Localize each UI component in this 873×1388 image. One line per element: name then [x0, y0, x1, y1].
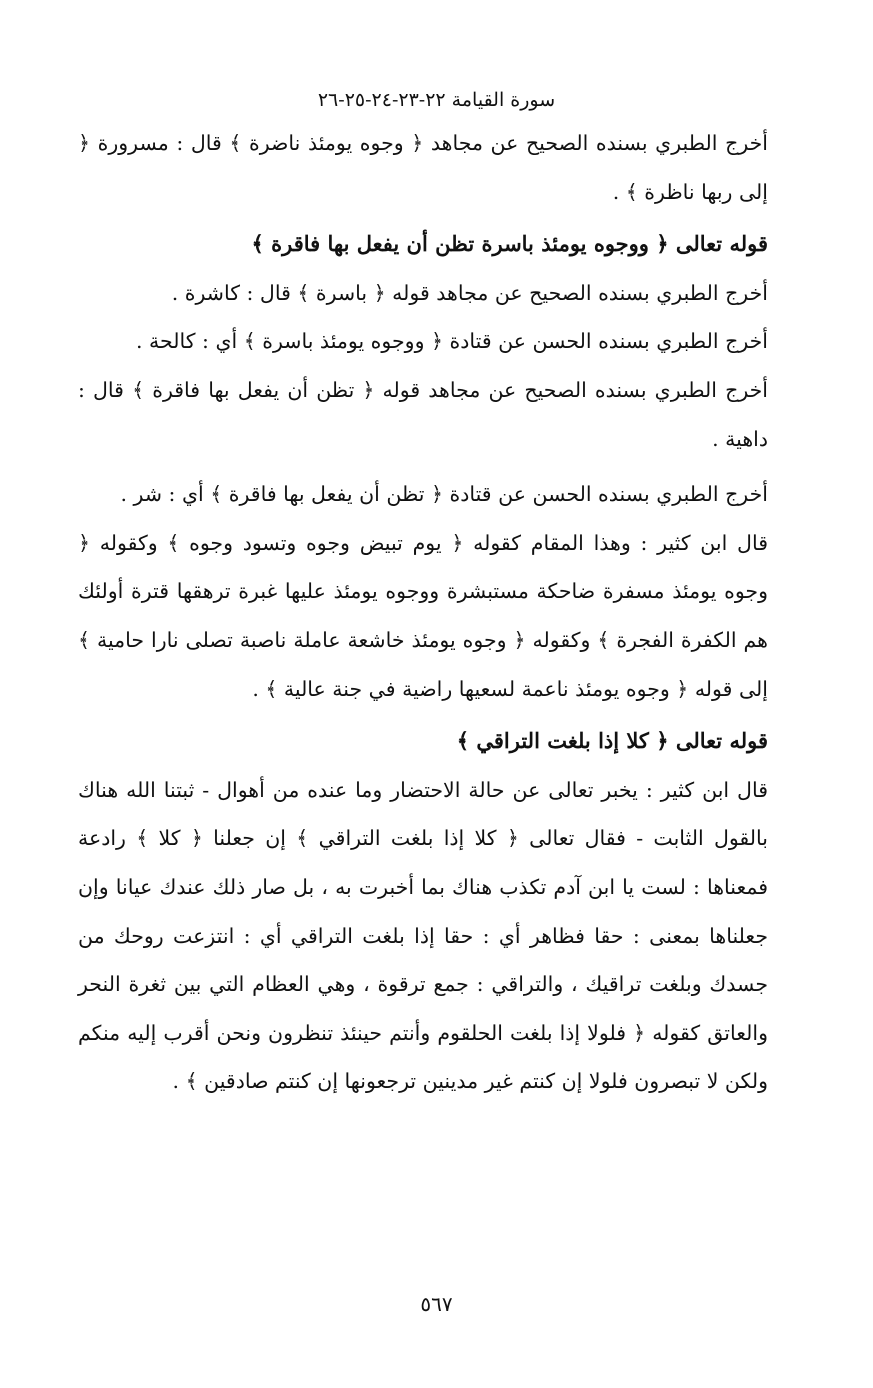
running-header: سورة القيامة ٢٢-٢٣-٢٤-٢٥-٢٦	[317, 89, 556, 111]
paragraph-qatada-faqira: أخرج الطبري بسنده الحسن عن قتادة ﴿ تظن أن يفعل بها فاقرة ﴾ أي : شر .	[120, 482, 768, 507]
paragraph-mujahid-nadira: أخرج الطبري بسنده الصحيح عن مجاهد ﴿ وجوه يومئذ ناضرة ﴾ قال : مسرورة ﴿ إلى ربها ناظرة ﴾ .	[78, 131, 768, 204]
page-body	[78, 119, 768, 1106]
page-number: ٥٦٧	[420, 1292, 453, 1316]
paragraph-qatada-basira: أخرج الطبري بسنده الحسن عن قتادة ﴿ ووجوه يومئذ باسرة ﴾ أي : كالحة .	[136, 329, 768, 354]
paragraph-mujahid-faqira: أخرج الطبري بسنده الصحيح عن مجاهد قوله ﴿ تظن أن يفعل بها فاقرة ﴾ قال : داهية .	[78, 377, 768, 451]
section-heading-basira: قوله تعالى ﴿ ووجوه يومئذ باسرة تظن أن يفعل بها فاقرة ﴾	[251, 231, 768, 257]
paragraph-mujahid-basira: أخرج الطبري بسنده الصحيح عن مجاهد قوله ﴿ باسرة ﴾ قال : كاشرة .	[171, 280, 768, 305]
paragraph-ibn-kathir-wujuh: قال ابن كثير : وهذا المقام كقوله ﴿ يوم تبيض وجوه وتسود وجوه ﴾ وكقوله ﴿ وجوه يومئذ مسفرة ضاحكة مستبشرة ووجوه يومئذ عليها غبرة ترهقها قترة أولئك هم الكفرة الفجرة ﴾ وكقوله ﴿ وجوه يومئذ خاشعة عاملة ناصبة تصلى نارا حامية ﴾ إلى قوله ﴿ وجوه يومئذ ناعمة لسعيها راضية في جنة عالية ﴾ .	[78, 530, 768, 701]
paragraph-ibn-kathir-taraqi: قال ابن كثير : يخبر تعالى عن حالة الاحتضار وما عنده من أهوال - ثبتنا الله هناك بالقول الثابت - فقال تعالى ﴿ كلا إذا بلغت التراقي ﴾ إن جعلنا ﴿ كلا ﴾ رادعة فمعناها : لست يا ابن آدم تكذب هناك بما أخبرت به ، بل صار ذلك عندك عيانا وإن جعلناها بمعنى : حقا فظاهر أي : حقا إذا بلغت التراقي أي : انتزعت روحك من جسدك وبلغت تراقيك ، والتراقي : جمع ترقوة ، وهي العظام التي بين ثغرة النحر والعاتق كقوله ﴿ فلولا إذا بلغت الحلقوم وأنتم حينئذ تنظرون ونحن أقرب إليه منكم ولكن لا تبصرون فلولا إن كنتم غير مدينين ترجعونها إن كنتم صادقين ﴾ .	[78, 777, 768, 1094]
section-heading-taraqi: قوله تعالى ﴿ كلا إذا بلغت التراقي ﴾	[456, 728, 768, 754]
